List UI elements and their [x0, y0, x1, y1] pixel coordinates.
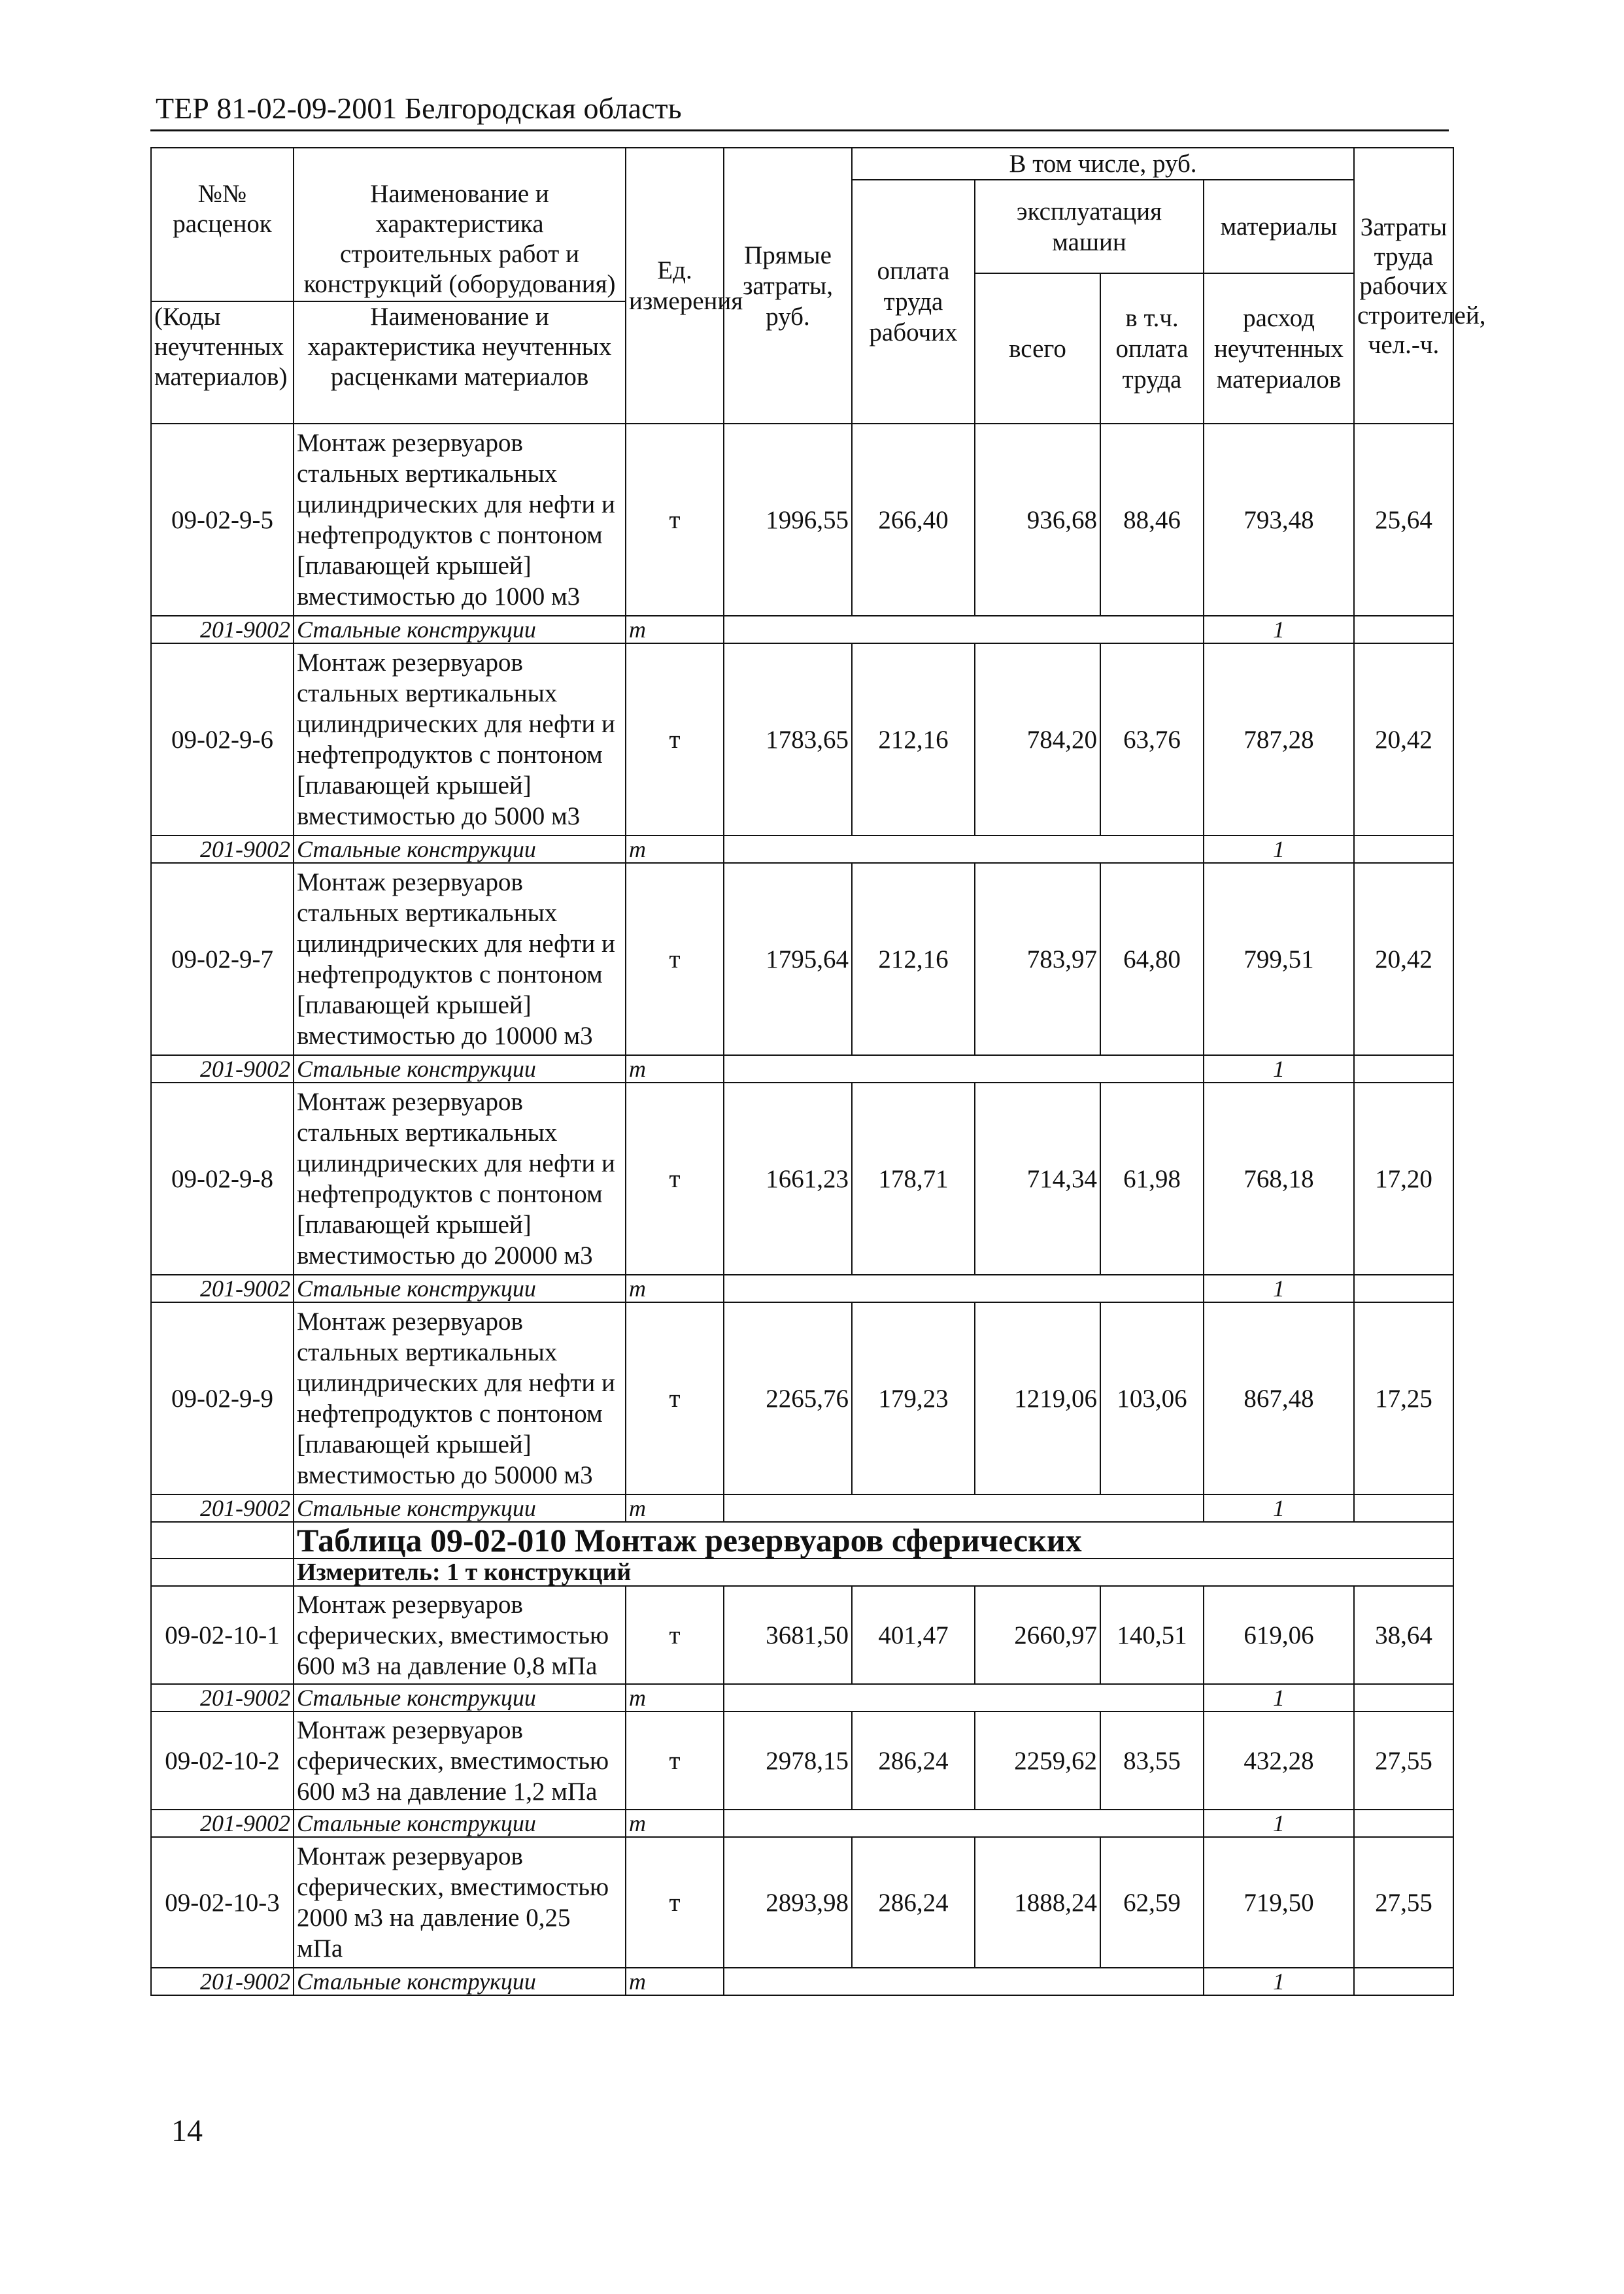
work-row — [151, 1586, 1453, 1684]
work-name: Монтаж резервуаров сферических, вместимостью 600 м3 на давление 1,2 мПа — [294, 1712, 626, 1810]
material-blank — [724, 835, 1204, 863]
measure-blank — [151, 1559, 294, 1586]
material-name: Стальные конструкции — [294, 1275, 626, 1302]
labor-hours: 20,42 — [1354, 863, 1453, 1055]
material-empty — [1354, 1684, 1453, 1712]
col-matcons-header: расход неучтенных материалов — [1204, 273, 1354, 424]
table-title-row — [151, 1522, 1453, 1559]
material-row — [151, 1494, 1453, 1522]
labor-pay: 179,23 — [852, 1302, 975, 1494]
material-row — [151, 1275, 1453, 1302]
materials-cost: 867,48 — [1204, 1302, 1354, 1494]
direct-cost: 2265,76 — [724, 1302, 852, 1494]
rate-code: 09-02-9-5 — [151, 424, 294, 616]
work-row — [151, 1302, 1453, 1494]
work-row — [151, 643, 1453, 835]
col-incl-labor-header: в т.ч. оплата труда — [1100, 273, 1204, 424]
col-incl-header: В том числе, руб. — [852, 148, 1354, 180]
material-unit: т — [626, 1275, 724, 1302]
direct-cost: 2893,98 — [724, 1837, 852, 1968]
col-labor-title: оплата труда рабочих — [869, 257, 958, 346]
material-qty: 1 — [1204, 616, 1354, 643]
material-empty — [1354, 835, 1453, 863]
work-name: Монтаж резервуаров сферических, вместимостью 2000 м3 на давление 0,25 мПа — [294, 1837, 626, 1968]
material-qty: 1 — [1204, 835, 1354, 863]
unit: т — [626, 863, 724, 1055]
labor-pay: 286,24 — [852, 1712, 975, 1810]
labor-pay: 178,71 — [852, 1083, 975, 1275]
machines-total: 1888,24 — [975, 1837, 1100, 1968]
material-empty — [1354, 1494, 1453, 1522]
unit: т — [626, 643, 724, 835]
material-row — [151, 1968, 1453, 1995]
labor-hours: 27,55 — [1354, 1712, 1453, 1810]
material-blank — [724, 1968, 1204, 1995]
material-name: Стальные конструкции — [294, 1684, 626, 1712]
material-name: Стальные конструкции — [294, 1968, 626, 1995]
material-name: Стальные конструкции — [294, 1494, 626, 1522]
machines-total: 714,34 — [975, 1083, 1100, 1275]
direct-cost: 1795,64 — [724, 863, 852, 1055]
table-measure: Измеритель: 1 т конструкций — [294, 1559, 1453, 1586]
rate-code: 09-02-10-3 — [151, 1837, 294, 1968]
labor-pay: 212,16 — [852, 863, 975, 1055]
material-empty — [1354, 1810, 1453, 1837]
material-qty: 1 — [1204, 1684, 1354, 1712]
machines-total: 2259,62 — [975, 1712, 1100, 1810]
material-row — [151, 616, 1453, 643]
rates-table — [150, 147, 1486, 1996]
work-row — [151, 863, 1453, 1055]
unit: т — [626, 1586, 724, 1684]
col-materials-header: материалы — [1204, 180, 1354, 273]
rate-code: 09-02-9-7 — [151, 863, 294, 1055]
machines-labor: 140,51 — [1100, 1586, 1204, 1684]
material-name: Стальные конструкции — [294, 1810, 626, 1837]
work-name: Монтаж резервуаров стальных вертикальных цилиндрических для нефти и нефтепродуктов с понтоном [плавающей крышей] вместимостью до 5000 м3 — [294, 643, 626, 835]
material-empty — [1354, 1275, 1453, 1302]
material-row — [151, 1055, 1453, 1083]
work-name: Монтаж резервуаров сферических, вместимостью 600 м3 на давление 0,8 мПа — [294, 1586, 626, 1684]
material-unit: т — [626, 835, 724, 863]
work-row — [151, 1837, 1453, 1968]
col-machines-header: эксплуатация машин — [975, 180, 1204, 273]
materials-cost: 432,28 — [1204, 1712, 1354, 1810]
col-total-header: всего — [975, 273, 1100, 424]
machines-total: 2660,97 — [975, 1586, 1100, 1684]
material-blank — [724, 1494, 1204, 1522]
material-blank — [724, 616, 1204, 643]
col-code-subtitle: (Коды неучтенных материалов) — [154, 303, 288, 391]
rate-code: 09-02-9-9 — [151, 1302, 294, 1494]
material-code: 201-9002 — [151, 616, 294, 643]
material-name: Стальные конструкции — [294, 835, 626, 863]
direct-cost: 1996,55 — [724, 424, 852, 616]
unit: т — [626, 1712, 724, 1810]
measure-row — [151, 1559, 1453, 1586]
rate-code: 09-02-10-1 — [151, 1586, 294, 1684]
machines-labor: 88,46 — [1100, 424, 1204, 616]
material-unit: т — [626, 1055, 724, 1083]
materials-cost: 787,28 — [1204, 643, 1354, 835]
rates-table-body — [151, 148, 1486, 1995]
machines-labor: 83,55 — [1100, 1712, 1204, 1810]
material-empty — [1354, 1968, 1453, 1995]
col-code-title: №№ расценок — [152, 179, 293, 302]
material-empty — [1354, 1055, 1453, 1083]
direct-cost: 2978,15 — [724, 1712, 852, 1810]
labor-pay: 286,24 — [852, 1837, 975, 1968]
material-qty: 1 — [1204, 1055, 1354, 1083]
page-number: 14 — [171, 2114, 203, 2148]
labor-hours: 27,55 — [1354, 1837, 1453, 1968]
unit: т — [626, 1083, 724, 1275]
material-code: 201-9002 — [151, 835, 294, 863]
header-row-1 — [151, 148, 1453, 180]
unit: т — [626, 1837, 724, 1968]
unit: т — [626, 424, 724, 616]
materials-cost: 768,18 — [1204, 1083, 1354, 1275]
material-code: 201-9002 — [151, 1968, 294, 1995]
direct-cost: 1783,65 — [724, 643, 852, 835]
material-name: Стальные конструкции — [294, 1055, 626, 1083]
unit: т — [626, 1302, 724, 1494]
material-code: 201-9002 — [151, 1275, 294, 1302]
material-unit: т — [626, 1810, 724, 1837]
material-row — [151, 1684, 1453, 1712]
direct-cost: 1661,23 — [724, 1083, 852, 1275]
labor-hours: 17,20 — [1354, 1083, 1453, 1275]
work-name: Монтаж резервуаров стальных вертикальных цилиндрических для нефти и нефтепродуктов с понтоном [плавающей крышей] вместимостью до 10000 м3 — [294, 863, 626, 1055]
material-unit: т — [626, 1684, 724, 1712]
material-blank — [724, 1055, 1204, 1083]
material-unit: т — [626, 1494, 724, 1522]
material-blank — [724, 1684, 1204, 1712]
direct-cost: 3681,50 — [724, 1586, 852, 1684]
material-code: 201-9002 — [151, 1684, 294, 1712]
materials-cost: 719,50 — [1204, 1837, 1354, 1968]
machines-labor: 61,98 — [1100, 1083, 1204, 1275]
table-title: Таблица 09-02-010 Монтаж резервуаров сферических — [294, 1522, 1453, 1559]
materials-cost: 799,51 — [1204, 863, 1354, 1055]
col-laborcost-header: Затраты труда рабочих строителей, чел.-ч. — [1354, 148, 1453, 424]
col-name-header — [294, 148, 626, 424]
work-row — [151, 424, 1453, 616]
material-row — [151, 1810, 1453, 1837]
page-header: ТЕР 81-02-09-2001 Белгородская область — [156, 92, 682, 125]
materials-cost: 793,48 — [1204, 424, 1354, 616]
machines-labor: 64,80 — [1100, 863, 1204, 1055]
machines-total: 936,68 — [975, 424, 1100, 616]
rate-code: 09-02-10-2 — [151, 1712, 294, 1810]
work-name: Монтаж резервуаров стальных вертикальных цилиндрических для нефти и нефтепродуктов с понтоном [плавающей крышей] вместимостью до 50000 м3 — [294, 1302, 626, 1494]
col-name-subtitle: Наименование и характеристика неучтенных расценками материалов — [307, 303, 612, 391]
material-qty: 1 — [1204, 1968, 1354, 1995]
material-row — [151, 835, 1453, 863]
materials-cost: 619,06 — [1204, 1586, 1354, 1684]
machines-labor: 103,06 — [1100, 1302, 1204, 1494]
material-blank — [724, 1275, 1204, 1302]
material-empty — [1354, 616, 1453, 643]
col-code-header — [151, 148, 294, 424]
labor-pay: 212,16 — [852, 643, 975, 835]
material-name: Стальные конструкции — [294, 616, 626, 643]
col-labor-header — [852, 180, 975, 424]
work-name: Монтаж резервуаров стальных вертикальных цилиндрических для нефти и нефтепродуктов с понтоном [плавающей крышей] вместимостью до 20000 м3 — [294, 1083, 626, 1275]
material-code: 201-9002 — [151, 1810, 294, 1837]
labor-pay: 401,47 — [852, 1586, 975, 1684]
work-name: Монтаж резервуаров стальных вертикальных цилиндрических для нефти и нефтепродуктов с понтоном [плавающей крышей] вместимостью до 1000 м3 — [294, 424, 626, 616]
labor-hours: 25,64 — [1354, 424, 1453, 616]
labor-hours: 38,64 — [1354, 1586, 1453, 1684]
material-code: 201-9002 — [151, 1055, 294, 1083]
machines-labor: 62,59 — [1100, 1837, 1204, 1968]
labor-hours: 17,25 — [1354, 1302, 1453, 1494]
work-row — [151, 1712, 1453, 1810]
col-direct-header: Прямые затраты, руб. — [724, 148, 852, 424]
col-unit-header: Ед. измерения — [626, 148, 724, 424]
material-qty: 1 — [1204, 1810, 1354, 1837]
machines-total: 1219,06 — [975, 1302, 1100, 1494]
col-name-title: Наименование и характеристика строительных работ и конструкций (оборудования) — [294, 179, 625, 302]
material-code: 201-9002 — [151, 1494, 294, 1522]
rate-code: 09-02-9-8 — [151, 1083, 294, 1275]
material-blank — [724, 1810, 1204, 1837]
material-qty: 1 — [1204, 1275, 1354, 1302]
machines-total: 783,97 — [975, 863, 1100, 1055]
labor-pay: 266,40 — [852, 424, 975, 616]
material-qty: 1 — [1204, 1494, 1354, 1522]
material-unit: т — [626, 616, 724, 643]
material-unit: т — [626, 1968, 724, 1995]
header-rule — [150, 129, 1449, 131]
rate-code: 09-02-9-6 — [151, 643, 294, 835]
labor-hours: 20,42 — [1354, 643, 1453, 835]
title-blank — [151, 1522, 294, 1559]
machines-total: 784,20 — [975, 643, 1100, 835]
work-row — [151, 1083, 1453, 1275]
machines-labor: 63,76 — [1100, 643, 1204, 835]
